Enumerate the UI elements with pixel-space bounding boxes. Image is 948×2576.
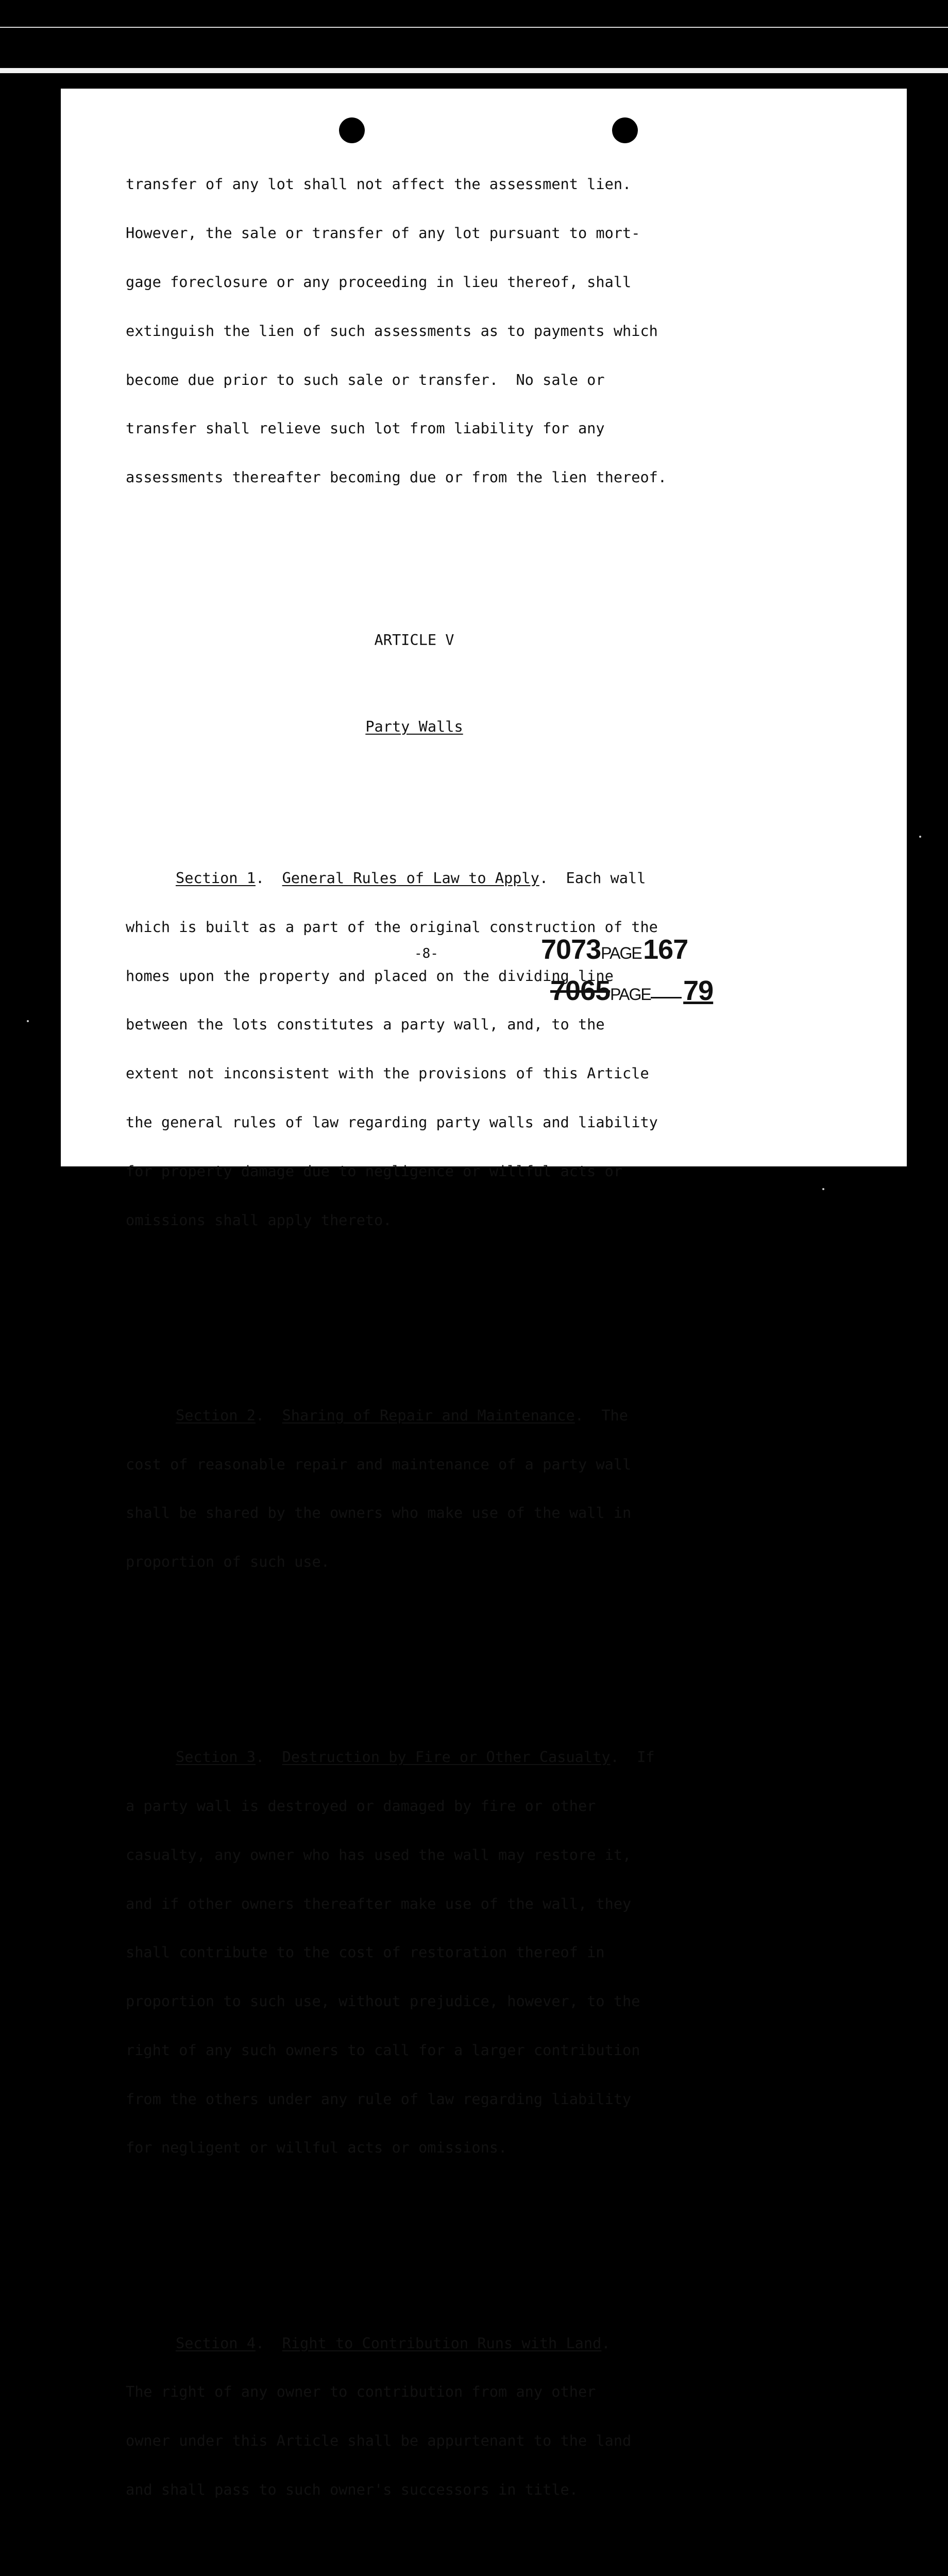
page-number: -8- (414, 946, 438, 961)
section-first-line: The (601, 1406, 628, 1424)
section-heading-line: Section 4. Right to Contribution Runs with Land. (176, 2334, 611, 2352)
scan-speck (27, 1020, 29, 1022)
text-line: and if other owners thereafter make use of the wall, they (126, 1894, 632, 1912)
text-line: owner under this Article shall be appurtenant to the land (126, 2432, 632, 2450)
stamp-book-number: 7073 (541, 934, 601, 965)
text-line: a party wall is destroyed or damaged by fire or other (126, 1797, 596, 1815)
text-line: which is built as a part of the original construction of the (126, 918, 658, 936)
section-label: Section 1 (176, 869, 256, 887)
text-line: become due prior to such sale or transfer. No sale or (126, 370, 605, 388)
text-line: from the others under any rule of law regarding liability (126, 2090, 632, 2108)
opening-paragraph (126, 144, 765, 518)
article-title: Party Walls (365, 717, 463, 735)
stamp-page-number: 79 (683, 975, 714, 1006)
section-heading-line: Section 2. Sharing of Repair and Maintenance. The (176, 1406, 628, 1424)
scan-edge-line (0, 27, 948, 28)
text-line: omissions shall apply thereto. (126, 1211, 392, 1229)
stamp-book-number: 7065 (550, 975, 611, 1006)
text-line: proportion to such use, without prejudice, however, to the (126, 1992, 640, 2010)
text-line: proportion of such use. (126, 1553, 330, 1571)
article-heading: ARTICLE V (374, 631, 454, 649)
scan-speck (822, 1188, 824, 1190)
text-line: However, the sale or transfer of any lot pursuant to mort- (126, 224, 640, 242)
section-label: Section 3 (176, 1748, 256, 1766)
text-line: homes upon the property and placed on the dividing line (126, 967, 614, 985)
section-1 (126, 838, 765, 1261)
scan-edge-band (0, 68, 948, 73)
text-line: and shall pass to such owner's successors in title. (126, 2480, 578, 2498)
section-title: Sharing of Repair and Maintenance (282, 1406, 575, 1424)
section-label: Section 2 (176, 1406, 256, 1424)
text-line: for property damage due to negligence or willful acts or (126, 1162, 623, 1180)
text-line: assessments thereafter becoming due or from the lien thereof. (126, 468, 667, 486)
stamp-page-word: PAGE (601, 944, 641, 962)
text-line: The right of any owner to contribution from any other (126, 2383, 596, 2401)
section-label: Section 4 (176, 2334, 256, 2352)
section-4 (126, 2302, 765, 2530)
text-line: casualty, any owner who has used the wall may restore it, (126, 1845, 632, 1863)
section-title: General Rules of Law to Apply (282, 869, 539, 887)
section-first-line: Each wall (566, 869, 646, 887)
section-3 (126, 1717, 765, 2189)
section-heading-line: Section 1. General Rules of Law to Apply. Each wall (176, 869, 646, 887)
stamp-page-number: 167 (643, 934, 688, 965)
text-line: shall be shared by the owners who make use of the wall in (126, 1504, 632, 1522)
text-line: between the lots constitutes a party wall, and, to the (126, 1015, 605, 1033)
stamp-page-word: PAGE (610, 985, 651, 1004)
text-line: cost of reasonable repair and maintenance of a party wall (126, 1455, 632, 1473)
section-heading-line: Section 3. Destruction by Fire or Other Casualty. If (176, 1748, 655, 1766)
recording-stamp-primary (541, 934, 688, 965)
section-title: Destruction by Fire or Other Casualty (282, 1748, 611, 1766)
text-line: extent not inconsistent with the provisions of this Article (126, 1064, 649, 1082)
text-line: gage foreclosure or any proceeding in lieu thereof, shall (126, 273, 632, 291)
scan-speck (919, 836, 921, 838)
document-body (126, 111, 765, 2576)
text-line: shall contribute to the cost of restoration thereof in (126, 1943, 605, 1961)
text-line: right of any such owners to call for a larger contribution (126, 2041, 640, 2059)
text-line: for negligent or willful acts or omissions. (126, 2139, 507, 2157)
text-line: extinguish the lien of such assessments as to payments which (126, 321, 658, 340)
text-line: the general rules of law regarding party walls and liability (126, 1113, 658, 1131)
recording-stamp-secondary (550, 975, 713, 1007)
stamp-rule (651, 997, 682, 998)
section-first-line: If (637, 1748, 655, 1766)
text-line: transfer shall relieve such lot from liability for any (126, 419, 605, 437)
section-2 (126, 1375, 765, 1603)
section-title: Right to Contribution Runs with Land (282, 2334, 602, 2352)
text-line: transfer of any lot shall not affect the assessment lien. (126, 175, 632, 193)
